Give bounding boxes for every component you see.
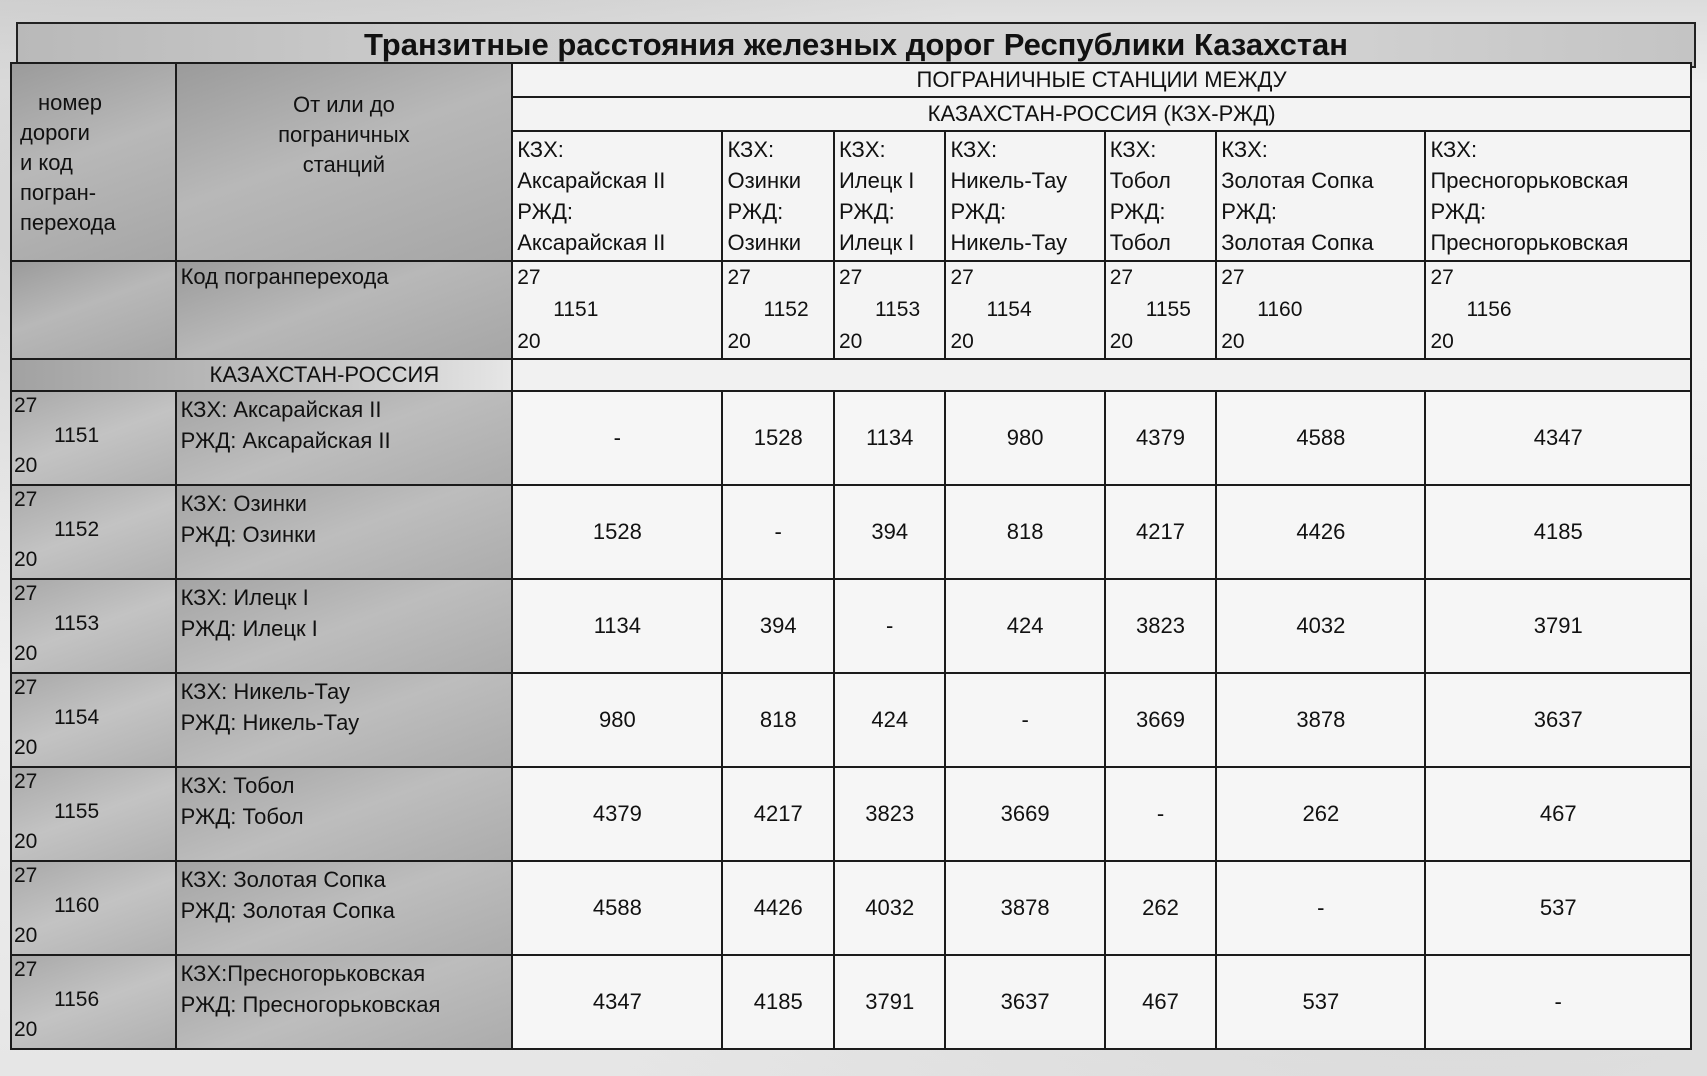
crossing-code-part: 1155	[1145, 298, 1191, 321]
distance-cell[interactable]: -	[512, 391, 722, 485]
distance-cell[interactable]: 424	[834, 673, 946, 767]
distance-cell[interactable]: 4347	[512, 955, 722, 1049]
section-fill	[512, 359, 1691, 391]
crossing-code-part: 1153	[874, 298, 921, 321]
crossing-code-part: 20	[1221, 330, 1245, 353]
distance-cell[interactable]: 3637	[1425, 673, 1691, 767]
crossing-code-cell	[512, 261, 722, 359]
crossing-code-part: 1152	[763, 298, 809, 321]
station-column-line: Озинки	[727, 230, 802, 255]
row-code-part: 1156	[54, 988, 100, 1011]
row-station-line: КЗХ:Пресногорьковская	[180, 961, 426, 986]
row-station-name	[176, 955, 513, 1049]
row-crossing-code	[11, 861, 176, 955]
station-column-line: РЖД:	[950, 199, 1007, 224]
distance-cell[interactable]: 424	[945, 579, 1104, 673]
station-column-header	[834, 131, 946, 261]
crossing-code-cell	[1216, 261, 1425, 359]
distance-cell[interactable]: 3791	[1425, 579, 1691, 673]
row-code-part: 20	[14, 830, 38, 853]
crossing-code-part: 1156	[1466, 298, 1512, 321]
row-crossing-code	[11, 955, 176, 1049]
from-header-line: От или до	[292, 92, 395, 117]
crossing-code-part: 20	[950, 330, 974, 353]
station-column-line: КЗХ:	[838, 137, 886, 162]
station-column-line: РЖД:	[1221, 199, 1278, 224]
station-column-line: РЖД:	[1430, 199, 1487, 224]
distance-cell[interactable]: 4185	[1425, 485, 1691, 579]
row-station-line: КЗХ: Илецк I	[180, 585, 309, 610]
crossing-code-part: 20	[1430, 330, 1454, 353]
row-crossing-code	[11, 485, 176, 579]
row-code-part: 1154	[54, 706, 100, 729]
station-column-line: РЖД:	[838, 199, 895, 224]
crossing-code-part: 20	[1109, 330, 1134, 353]
road-header-line: дороги	[20, 120, 90, 145]
row-station-line: КЗХ: Тобол	[180, 773, 295, 798]
table-row	[11, 673, 1691, 767]
crossing-code-part: 20	[727, 330, 751, 353]
from-header-line: пограничных	[278, 122, 410, 147]
distance-cell[interactable]: 4347	[1425, 391, 1691, 485]
distance-cell[interactable]: -	[1105, 767, 1217, 861]
from-station-header	[176, 63, 513, 261]
table-row	[11, 955, 1691, 1049]
row-station-name	[176, 579, 513, 673]
road-header-line: перехода	[20, 210, 116, 235]
station-column-header	[1216, 131, 1425, 261]
kz-russia-subheader: КАЗАХСТАН-РОССИЯ (КЗХ-РЖД)	[512, 97, 1691, 131]
row-crossing-code	[11, 391, 176, 485]
distance-cell[interactable]: 3823	[834, 767, 946, 861]
row-station-line: РЖД: Илецк I	[180, 616, 318, 641]
station-column-line: КЗХ:	[1430, 137, 1478, 162]
station-column-line: КЗХ:	[1109, 137, 1157, 162]
distance-cell[interactable]: 4588	[1216, 391, 1425, 485]
distance-cell[interactable]: 262	[1105, 861, 1217, 955]
row-station-name	[176, 391, 513, 485]
station-column-line: Озинки	[727, 168, 802, 193]
distance-cell[interactable]: 4032	[1216, 579, 1425, 673]
row-code-part: 27	[14, 864, 38, 887]
station-column-line: Золотая Сопка	[1221, 168, 1374, 193]
distance-cell[interactable]: 818	[945, 485, 1104, 579]
crossing-code-part: 27	[1221, 266, 1245, 289]
distance-cell[interactable]: 980	[512, 673, 722, 767]
crossing-code-part: 27	[950, 266, 974, 289]
distance-cell[interactable]: 537	[1216, 955, 1425, 1049]
crossing-code-cell	[1105, 261, 1217, 359]
station-column-line: Тобол	[1109, 168, 1171, 193]
station-column-line: КЗХ:	[1221, 137, 1268, 162]
distance-cell[interactable]: -	[834, 579, 946, 673]
distance-cell[interactable]: 394	[834, 485, 946, 579]
station-column-header	[1425, 131, 1691, 261]
row-code-part: 27	[14, 582, 38, 605]
row-code-part: 20	[14, 548, 38, 571]
row-code-part: 27	[14, 958, 38, 981]
row-station-name	[176, 767, 513, 861]
distance-cell[interactable]: 3878	[1216, 673, 1425, 767]
table-row	[11, 767, 1691, 861]
row-code-part: 1153	[54, 612, 100, 635]
station-column-line: Никель-Тау	[950, 168, 1068, 193]
distance-cell[interactable]: 818	[722, 673, 834, 767]
distance-cell[interactable]: 467	[1425, 767, 1691, 861]
row-station-name	[176, 485, 513, 579]
code-row-label: Код погранперехода	[176, 261, 513, 359]
road-header-line: погран-	[20, 180, 97, 205]
row-station-line: КЗХ: Золотая Сопка	[180, 867, 386, 892]
distance-cell[interactable]: 4217	[1105, 485, 1217, 579]
distance-cell[interactable]: 537	[1425, 861, 1691, 955]
table-row	[11, 391, 1691, 485]
station-column-line: Илецк I	[838, 168, 915, 193]
table-row	[11, 485, 1691, 579]
row-code-part: 1160	[54, 894, 100, 917]
crossing-code-part: 20	[517, 330, 541, 353]
distance-cell[interactable]: 262	[1216, 767, 1425, 861]
crossing-code-part: 1151	[553, 298, 599, 321]
code-row-blank	[11, 261, 176, 359]
row-code-part: 1155	[54, 800, 100, 823]
crossing-code-part: 27	[838, 266, 863, 289]
crossing-code-part: 20	[838, 330, 863, 353]
row-code-part: 1152	[54, 518, 100, 541]
station-column-line: Аксарайская II	[517, 168, 666, 193]
crossing-code-part: 27	[1109, 266, 1134, 289]
from-header-line: станций	[302, 152, 386, 177]
station-column-header	[1105, 131, 1217, 261]
row-code-part: 20	[14, 1018, 38, 1041]
distance-cell[interactable]: 4217	[722, 767, 834, 861]
crossing-code-part: 1154	[986, 298, 1032, 321]
row-code-part: 27	[14, 676, 38, 699]
crossing-code-part: 27	[727, 266, 751, 289]
table-row	[11, 579, 1691, 673]
station-column-line: Пресногорьковская	[1430, 230, 1629, 255]
distance-cell[interactable]: 1134	[512, 579, 722, 673]
row-station-line: КЗХ: Никель-Тау	[180, 679, 350, 704]
distance-cell[interactable]: 394	[722, 579, 834, 673]
station-column-line: Пресногорьковская	[1430, 168, 1629, 193]
station-column-line: РЖД:	[517, 199, 573, 224]
row-crossing-code	[11, 579, 176, 673]
distance-cell[interactable]: 980	[945, 391, 1104, 485]
row-code-part: 20	[14, 642, 38, 665]
row-crossing-code	[11, 767, 176, 861]
row-station-line: РЖД: Тобол	[180, 804, 304, 829]
row-code-part: 20	[14, 454, 38, 477]
station-column-line: Илецк I	[838, 230, 915, 255]
distance-cell[interactable]: 4426	[722, 861, 834, 955]
station-column-header	[945, 131, 1104, 261]
row-code-part: 20	[14, 736, 38, 759]
road-header-line: и код	[20, 150, 73, 175]
distance-cell[interactable]: 467	[1105, 955, 1217, 1049]
row-station-line: РЖД: Пресногорьковская	[180, 992, 441, 1017]
table-row	[11, 861, 1691, 955]
distance-cell[interactable]: 4426	[1216, 485, 1425, 579]
distance-cell[interactable]: 4185	[722, 955, 834, 1049]
row-station-line: РЖД: Аксарайская II	[180, 428, 391, 453]
row-code-part: 27	[14, 770, 38, 793]
station-column-header	[512, 131, 722, 261]
distance-cell[interactable]: 4032	[834, 861, 946, 955]
distance-cell[interactable]: 3669	[945, 767, 1104, 861]
station-column-line: Никель-Тау	[950, 230, 1068, 255]
station-column-line: Аксарайская II	[517, 230, 666, 255]
distance-cell[interactable]: -	[945, 673, 1104, 767]
crossing-code-cell	[722, 261, 834, 359]
road-number-header	[11, 63, 176, 261]
crossing-code-cell	[945, 261, 1104, 359]
row-code-part: 27	[14, 394, 38, 417]
row-station-line: КЗХ: Озинки	[180, 491, 307, 516]
distance-cell[interactable]: 3669	[1105, 673, 1217, 767]
station-column-header	[722, 131, 834, 261]
row-station-line: РЖД: Озинки	[180, 522, 317, 547]
station-column-line: КЗХ:	[950, 137, 998, 162]
section-label: КАЗАХСТАН-РОССИЯ	[11, 359, 512, 391]
road-header-line: номер	[38, 90, 102, 115]
distance-cell[interactable]: 1528	[722, 391, 834, 485]
distance-cell[interactable]: 3791	[834, 955, 946, 1049]
distance-cell[interactable]: 1528	[512, 485, 722, 579]
crossing-code-part: 1160	[1257, 298, 1303, 321]
station-column-line: Тобол	[1109, 230, 1171, 255]
distance-cell[interactable]: 4588	[512, 861, 722, 955]
row-code-part: 20	[14, 924, 38, 947]
distance-cell[interactable]: 3637	[945, 955, 1104, 1049]
row-station-name	[176, 673, 513, 767]
row-station-name	[176, 861, 513, 955]
crossing-code-part: 27	[1430, 266, 1454, 289]
station-column-line: КЗХ:	[727, 137, 775, 162]
document-title: Транзитные расстояния железных дорог Республики Казахстан	[16, 22, 1696, 68]
crossing-code-cell	[834, 261, 946, 359]
distance-cell[interactable]: -	[722, 485, 834, 579]
row-code-part: 1151	[54, 424, 100, 447]
distance-cell[interactable]: 3823	[1105, 579, 1217, 673]
row-code-part: 27	[14, 488, 38, 511]
station-column-line: Золотая Сопка	[1221, 230, 1374, 255]
distance-cell[interactable]: -	[1425, 955, 1691, 1049]
station-column-line: РЖД:	[1109, 199, 1166, 224]
row-station-line: КЗХ: Аксарайская II	[180, 397, 382, 422]
distance-cell[interactable]: 4379	[512, 767, 722, 861]
station-column-line: РЖД:	[727, 199, 784, 224]
distance-cell[interactable]: 1134	[834, 391, 946, 485]
row-crossing-code	[11, 673, 176, 767]
crossing-code-part: 27	[517, 266, 541, 289]
distance-table	[10, 62, 1692, 1050]
distance-cell[interactable]: 4379	[1105, 391, 1217, 485]
station-column-line: КЗХ:	[517, 137, 564, 162]
row-station-line: РЖД: Золотая Сопка	[180, 898, 395, 923]
distance-cell[interactable]: 3878	[945, 861, 1104, 955]
border-stations-header: ПОГРАНИЧНЫЕ СТАНЦИИ МЕЖДУ	[512, 63, 1691, 97]
distance-cell[interactable]: -	[1216, 861, 1425, 955]
crossing-code-cell	[1425, 261, 1691, 359]
row-station-line: РЖД: Никель-Тау	[180, 710, 360, 735]
